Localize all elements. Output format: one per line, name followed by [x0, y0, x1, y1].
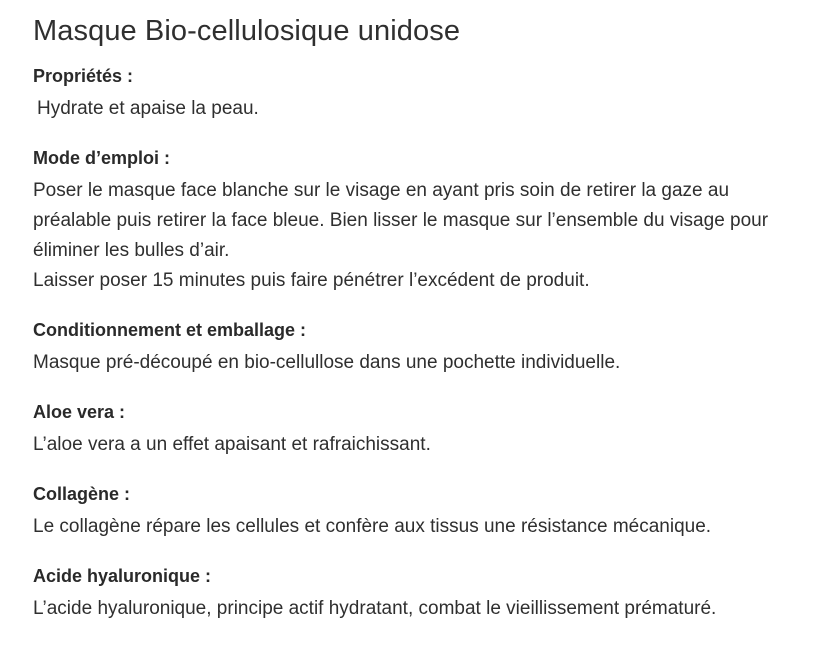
section-heading: Conditionnement et emballage :: [33, 320, 307, 340]
text-line: Poser le masque face blanche sur le visage en ayant pris soin de retirer la gaze au: [33, 180, 730, 201]
section-aloe-vera: [33, 400, 816, 460]
section-acide-hyaluronique: [33, 564, 816, 624]
text-line: Le collagène répare les cellules et confère aux tissus une résistance mécanique.: [33, 516, 712, 537]
text-line: L’aloe vera a un effet apaisant et rafraichissant.: [33, 434, 431, 455]
section-heading: Propriétés :: [33, 66, 134, 86]
text-line: préalable puis retirer la face bleue. Bien lisser le masque sur l’ensemble du visage pour: [33, 210, 769, 231]
section-text: [33, 176, 816, 296]
section-heading: Acide hyaluronique :: [33, 566, 212, 586]
section-mode-emploi: [33, 146, 816, 296]
section-heading: Mode d’emploi :: [33, 148, 170, 168]
section-text: [33, 348, 816, 378]
section-heading: Collagène :: [33, 484, 131, 504]
section-collagene: [33, 482, 816, 542]
section-text: [33, 94, 816, 124]
text-line: Laisser poser 15 minutes puis faire pénétrer l’excédent de produit.: [33, 270, 590, 291]
section-text: [33, 430, 816, 460]
section-text: [33, 512, 816, 542]
page-title: Masque Bio-cellulosique unidose: [33, 15, 461, 47]
section-text: [33, 594, 816, 624]
text-line: Masque pré-découpé en bio-cellullose dans une pochette individuelle.: [33, 352, 621, 373]
text-line: éliminer les bulles d’air.: [33, 240, 230, 261]
section-heading: Aloe vera :: [33, 402, 126, 422]
section-proprietes: [33, 64, 816, 124]
text-line: Hydrate et apaise la peau.: [37, 98, 259, 119]
text-line: L’acide hyaluronique, principe actif hydratant, combat le vieillissement prématuré.: [33, 598, 717, 619]
section-conditionnement: [33, 318, 816, 378]
